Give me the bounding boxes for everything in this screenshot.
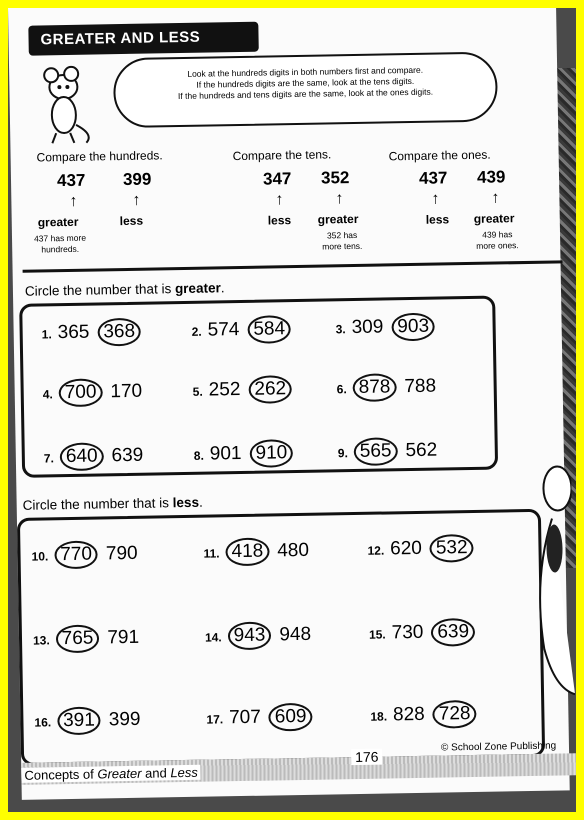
instruction-text: . (220, 280, 225, 296)
circled-number: 368 (97, 318, 141, 347)
instruction-cloud (113, 51, 498, 128)
problem-number: 16. (34, 715, 52, 730)
note-line: 439 has (482, 229, 513, 240)
example-note (476, 229, 519, 252)
problem-number: 11. (203, 546, 220, 561)
problem-number: 7. (43, 451, 55, 466)
example-number: 399 (122, 169, 152, 190)
circled-number: 609 (269, 703, 313, 732)
less-problem (203, 537, 317, 567)
number: 901 (209, 442, 242, 465)
instruction-text: . (198, 494, 203, 510)
problem-number: 17. (206, 712, 224, 727)
less-problem (33, 624, 148, 654)
greater-problem (191, 315, 299, 345)
number: 730 (391, 621, 424, 644)
circled-number: 770 (54, 541, 98, 570)
footer-text: Greater (97, 765, 142, 782)
number: 170 (110, 380, 143, 403)
less-problem (206, 703, 321, 733)
up-arrow-icon: ↑ (431, 190, 440, 208)
worksheet-page (8, 8, 570, 800)
greater-problem (192, 375, 300, 405)
note-line: more tens. (322, 240, 363, 252)
example-heading: Compare the hundreds. (36, 148, 163, 165)
kangaroo-icon (531, 458, 575, 699)
problem-number: 1. (41, 327, 52, 342)
number: 365 (57, 321, 90, 344)
circled-number: 532 (430, 534, 474, 563)
number: 252 (208, 379, 241, 401)
up-arrow-icon: ↑ (491, 189, 500, 207)
problem-number: 6. (336, 382, 347, 397)
circled-number: 878 (352, 373, 396, 402)
title-banner (28, 22, 258, 56)
greater-problem (338, 436, 446, 466)
instruction-keyword: less (172, 494, 200, 511)
up-arrow-icon: ↑ (69, 192, 78, 210)
circled-number: 584 (247, 315, 291, 344)
circled-number: 943 (227, 622, 271, 651)
copyright: © School Zone Publishing (440, 740, 557, 754)
circled-number: 910 (249, 439, 293, 468)
note-line: 352 has (326, 229, 358, 241)
mouse-icon (33, 64, 104, 145)
footer-text: and (141, 765, 171, 781)
problem-number: 10. (31, 549, 49, 564)
circled-number: 391 (57, 706, 101, 735)
number: 562 (405, 439, 438, 462)
number: 639 (111, 444, 144, 467)
circled-number: 728 (433, 700, 477, 729)
note-line: more ones. (476, 240, 519, 251)
footer-title (21, 765, 201, 783)
circled-number: 418 (225, 538, 269, 567)
greater-problem (42, 378, 150, 408)
instruction-line: If the hundreds and tens digits are the same, look at the ones digits. (177, 86, 434, 102)
problem-number: 4. (42, 387, 53, 402)
number: 620 (390, 537, 423, 560)
problem-number: 12. (367, 543, 385, 558)
note-line: hundreds. (41, 243, 80, 255)
instruction-keyword: greater (174, 280, 221, 297)
number: 788 (404, 375, 437, 398)
number: 791 (107, 626, 140, 649)
up-arrow-icon: ↑ (335, 190, 344, 208)
instruction-line: If the hundreds digits are the same, look at the tens digits. (196, 75, 415, 90)
less-problem (370, 700, 485, 730)
problem-number: 3. (335, 322, 346, 337)
up-arrow-icon: ↑ (275, 191, 284, 209)
number: 399 (108, 708, 141, 731)
example-number: 439 (476, 167, 506, 187)
problem-number: 8. (193, 448, 204, 463)
greater-problem (44, 442, 152, 472)
number: 828 (392, 703, 425, 726)
greater-problem (41, 318, 149, 348)
number: 574 (207, 319, 240, 341)
example-note (322, 230, 363, 253)
greater-problem (194, 439, 302, 469)
circled-number: 903 (391, 313, 435, 342)
example-label: less (267, 213, 292, 228)
less-problem (369, 618, 484, 648)
note-line: 437 has more (33, 232, 87, 244)
example-number: 347 (262, 169, 292, 189)
less-problem (31, 540, 146, 570)
example-number: 437 (56, 170, 86, 191)
number: 309 (351, 316, 384, 339)
problem-number: 18. (370, 709, 388, 724)
problem-number: 15. (368, 627, 386, 642)
circled-number: 565 (354, 437, 398, 466)
example-number: 352 (320, 168, 350, 188)
number: 790 (105, 542, 138, 565)
circled-number: 639 (431, 618, 475, 647)
circled-number: 765 (55, 625, 99, 654)
section-less-heading (23, 495, 203, 513)
number: 948 (279, 623, 312, 646)
circled-number: 640 (60, 442, 104, 471)
example-note (34, 233, 86, 256)
page-number: 176 (351, 749, 383, 766)
problem-number: 9. (337, 446, 348, 461)
circled-number: 262 (248, 375, 292, 404)
divider (23, 260, 563, 272)
problem-number: 13. (32, 633, 50, 648)
instruction-text: Circle the number that is (24, 281, 176, 299)
less-problem (205, 621, 320, 651)
photo-background (8, 8, 576, 812)
example-label: less (425, 212, 450, 227)
footer-text: Concepts of (24, 766, 98, 783)
greater-problem (335, 312, 443, 342)
problem-number: 2. (191, 324, 202, 339)
less-problem (34, 706, 149, 736)
example-label: greater (473, 211, 515, 226)
number: 707 (228, 706, 261, 729)
example-number: 437 (418, 168, 448, 188)
greater-problem (336, 372, 444, 402)
example-heading: Compare the ones. (388, 147, 491, 164)
problem-number: 14. (204, 630, 222, 645)
up-arrow-icon: ↑ (132, 191, 141, 209)
example-label: greater (37, 214, 79, 230)
number: 480 (277, 539, 310, 562)
instruction-text: Circle the number that is (22, 495, 173, 513)
less-problem (367, 534, 482, 564)
problem-number: 5. (192, 384, 203, 399)
section-greater-heading (25, 280, 225, 298)
example-label: greater (317, 211, 359, 227)
page-title: GREATER AND LESS (40, 28, 201, 49)
instruction-line: Look at the hundreds digits in both numbers first and compare. (187, 64, 424, 79)
example-heading: Compare the tens. (232, 147, 332, 164)
example-label: less (119, 213, 144, 229)
circled-number: 700 (59, 378, 103, 407)
footer-text: Less (170, 764, 198, 781)
